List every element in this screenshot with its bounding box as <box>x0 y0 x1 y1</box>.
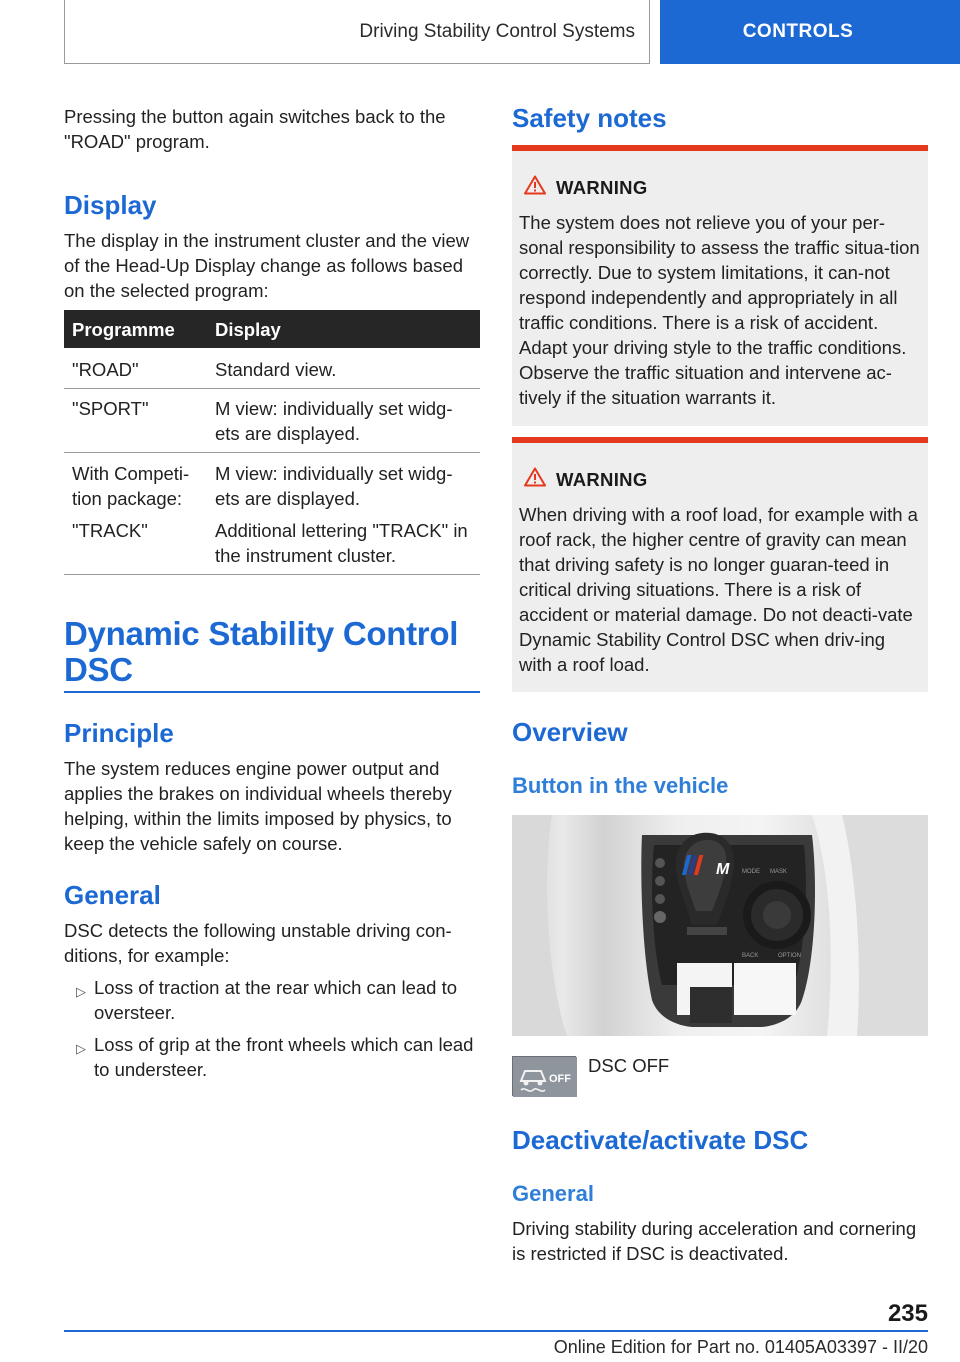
vehicle-console-image <box>512 815 928 1036</box>
warning-title: WARNING <box>556 177 648 198</box>
dsc-heading: Dynamic Stability Control DSC <box>64 615 459 688</box>
general-paragraph: DSC detects the following unstable driving con-ditions, for example: <box>64 920 452 966</box>
table-header-display: Display <box>215 319 281 340</box>
dsc-heading-rule <box>64 691 480 693</box>
warning-triangle-icon <box>524 175 546 195</box>
table-cell-programme: "ROAD" <box>72 359 139 380</box>
page-number: 235 <box>887 1300 928 1327</box>
table-row-divider <box>64 388 480 389</box>
table-header <box>64 310 480 348</box>
option-label: OPTION <box>778 953 802 959</box>
warning-triangle-icon <box>524 467 546 487</box>
mask-label: MASK <box>770 869 788 875</box>
table-cell-programme: "SPORT" <box>72 398 149 419</box>
warning-box <box>512 437 928 692</box>
table-cell-display: M view: individually set widg-ets are displayed. <box>215 463 453 509</box>
bullet-triangle-icon: ▷ <box>76 1041 86 1056</box>
overview-heading: Overview <box>512 717 628 747</box>
edition-footer: Online Edition for Part no. 01405A03397 - II/20 <box>553 1337 928 1357</box>
general-dsc-paragraph: Driving stability during acceleration and cornering is restricted if DSC is deactivated. <box>512 1218 917 1264</box>
table-header-programme: Programme <box>72 319 175 340</box>
warning-text: The system does not relieve you of your per-sonal responsibility to assess the traffic situa-tion correctly. Due to system limitations, it can-not respond independently and appropriately in all traffic conditions. There is a risk of accident. Adapt your driving style to the traffic conditions. Observe the traffic situation and intervene ac-tively if the situation warrants it. <box>519 212 920 408</box>
table-row-divider <box>64 452 480 453</box>
table-cell-programme: "TRACK" <box>72 520 148 541</box>
principle-paragraph: The system reduces engine power output and applies the brakes on individual wheels thereby helping, within the limits imposed by physics, to keep the vehicle safely on course. <box>64 758 452 854</box>
back-label: BACK <box>742 953 759 959</box>
chapter-tab[interactable]: CONTROLS <box>660 0 960 64</box>
warning-box <box>512 145 928 426</box>
table-cell-display: Additional lettering "TRACK" in the instrument cluster. <box>215 520 468 566</box>
principle-heading: Principle <box>64 718 174 748</box>
table-bottom-rule <box>64 574 480 575</box>
dsc-off-caption: DSC OFF <box>588 1055 670 1076</box>
safety-notes-heading: Safety notes <box>512 103 667 133</box>
dsc-off-button-icon <box>512 1056 576 1096</box>
general-heading: General <box>64 880 161 910</box>
display-paragraph: The display in the instrument cluster and the view of the Head-Up Display change as follows based on the selected program: <box>64 230 470 301</box>
table-cell-display: Standard view. <box>215 359 337 380</box>
warning-title: WARNING <box>556 469 648 490</box>
footer-rule <box>64 1330 928 1332</box>
table-cell-programme: With Competi-tion package: <box>72 463 190 509</box>
intro-paragraph: Pressing the button again switches back to the "ROAD" program. <box>64 106 446 152</box>
table-cell-display: M view: individually set widg-ets are displayed. <box>215 398 453 444</box>
m-logo: M <box>716 861 730 878</box>
warning-text: When driving with a roof load, for example with a roof rack, the higher centre of gravity can mean that driving safety is no longer guaran-teed in critical driving situations. There is a risk of accident or material damage. Do not deacti-vate Dynamic Stability Control DSC when driv-ing with a roof load. <box>519 504 918 675</box>
mode-label: MODE <box>742 869 760 875</box>
bullet-triangle-icon: ▷ <box>76 984 86 999</box>
section-title: Driving Stability Control Systems <box>64 0 650 64</box>
general-subheading: General <box>512 1181 594 1206</box>
deactivate-dsc-heading: Deactivate/activate DSC <box>512 1125 809 1155</box>
display-heading: Display <box>64 190 157 220</box>
button-in-vehicle-heading: Button in the vehicle <box>512 773 729 798</box>
dsc-icon-text: OFF <box>549 1073 571 1085</box>
